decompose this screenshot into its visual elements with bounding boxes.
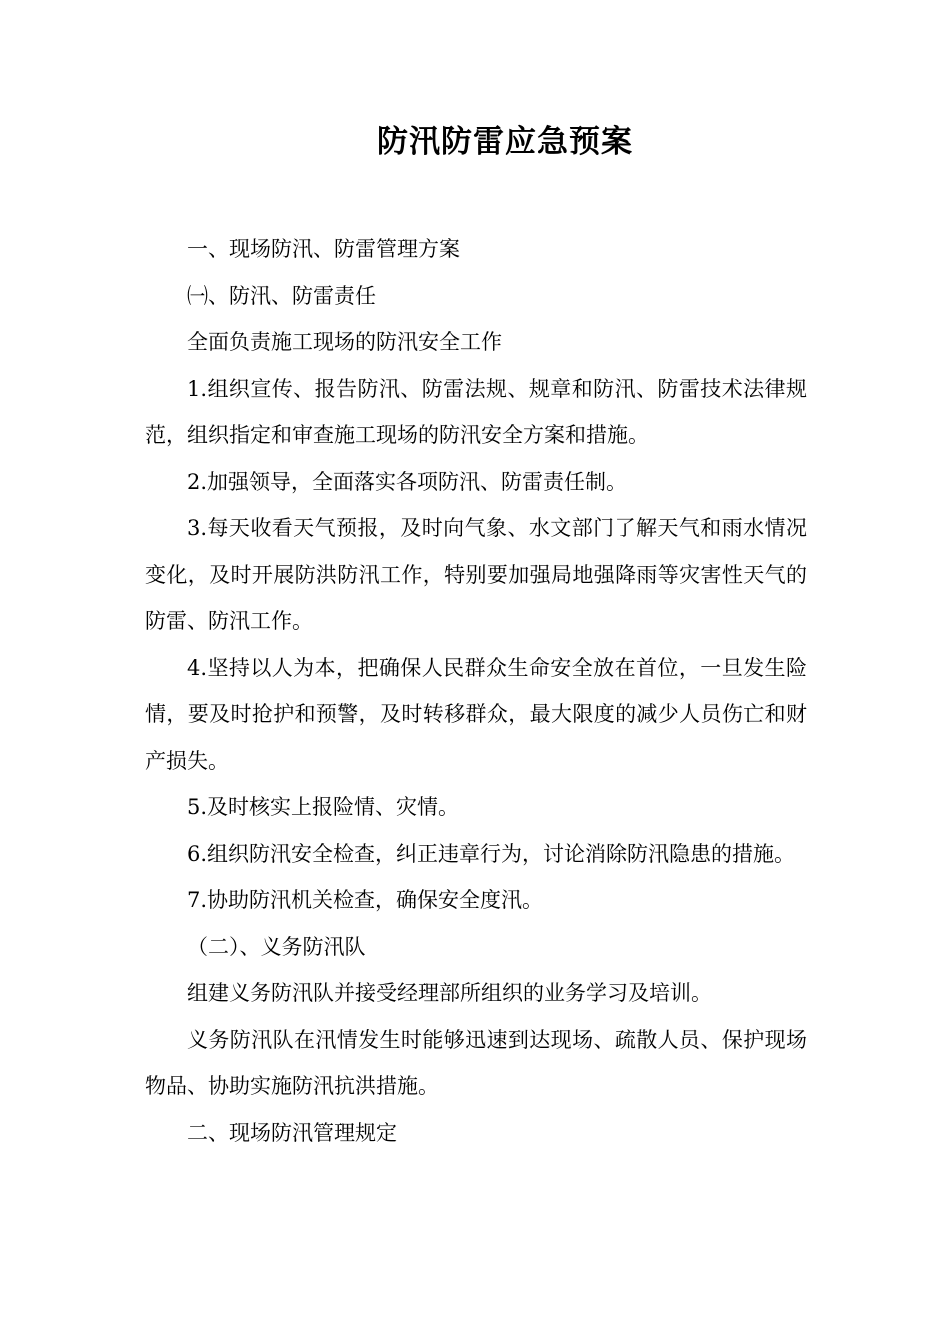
list-item-3: 3.每天收看天气预报，及时向气象、水文部门了解天气和雨水情况变化，及时开展防洪防汛工作，特别要加强局地强降雨等灾害性天气的防雷、防汛工作。 <box>145 516 807 633</box>
paragraph-team-duties: 义务防汛队在汛情发生时能够迅速到达现场、疏散人员、保护现场物品、协助实施防汛抗洪措施。 <box>145 1027 807 1098</box>
list-item-5: 5.及时核实上报险情、灾情。 <box>187 795 460 819</box>
document-title: 防汛防雷应急预案 <box>377 124 633 160</box>
list-item-7: 7.协助防汛机关检查，确保安全度汛。 <box>187 888 544 912</box>
paragraph-overall-responsibility: 全面负责施工现场的防汛安全工作 <box>187 330 502 354</box>
list-item-4: 4.坚持以人为本，把确保人民群众生命安全放在首位，一旦发生险情，要及时抢护和预警，及时转移群众，最大限度的减少人员伤亡和财产损失。 <box>145 655 807 773</box>
paragraph-team-formation: 组建义务防汛队并接受经理部所组织的业务学习及培训。 <box>187 981 712 1005</box>
section-heading-1: 一、现场防汛、防雷管理方案 <box>187 237 460 261</box>
document-body <box>145 226 807 1156</box>
list-item-1: 1.组织宣传、报告防汛、防雷法规、规章和防汛、防雷技术法律规范，组织指定和审查施工现场的防汛安全方案和措施。 <box>145 376 807 447</box>
subsection-heading-responsibility: ㈠、防汛、防雷责任 <box>187 283 376 308</box>
subsection-heading-volunteer-team: （二）、义务防汛队 <box>187 934 366 959</box>
section-heading-2: 二、现场防汛管理规定 <box>187 1120 397 1145</box>
list-item-2: 2.加强领导，全面落实各项防汛、防雷责任制。 <box>187 469 628 494</box>
list-item-6: 6.组织防汛安全检查，纠正违章行为，讨论消除防汛隐患的措施。 <box>187 841 796 866</box>
